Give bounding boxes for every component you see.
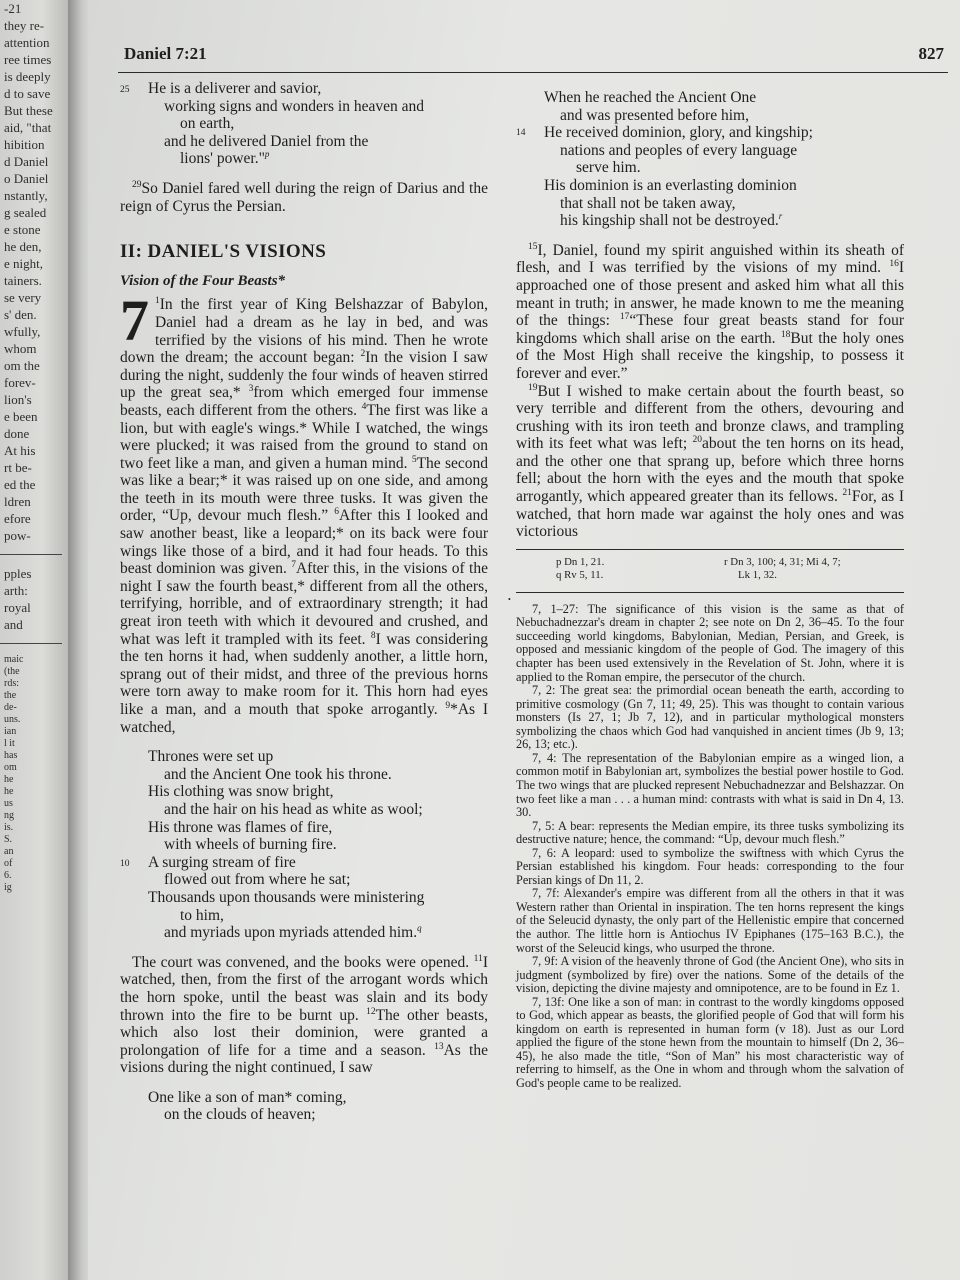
cross-reference: q Rv 5, 11. (556, 568, 604, 581)
previous-page-line: At his (4, 443, 36, 458)
previous-page-line: and (4, 617, 23, 632)
poem-line: A surging stream of fire (148, 853, 296, 871)
previous-page-edge (0, 0, 70, 1280)
previous-page-note-line: of (4, 858, 13, 869)
poem-line: his kingship shall not be destroyed.$^r$ (560, 211, 783, 230)
chapter-number: 7 (120, 288, 149, 354)
previous-page-note-line: ig (4, 882, 12, 893)
previous-page-line: done (4, 426, 30, 441)
previous-page-note-line: an (4, 846, 14, 857)
previous-page-line: d Daniel (4, 154, 49, 169)
cross-references (516, 556, 904, 586)
footnote: 7, 2: The great sea: the primordial ocean beneath the earth, according to primitive cosmology (Gn 7, 11; 49, 25). This was thought to contain various monsters (Is 27, 1; Jb 7, 12), and in particular mythological monsters symbolizing the chaos which God had vanquished in ancient times (Jb 9, 13; 26, 13; etc.). (516, 683, 904, 752)
previous-page-line: e stone (4, 222, 41, 237)
right-column (508, 80, 904, 1091)
poem-line: serve him. (576, 159, 641, 177)
cross-reference: Lk 1, 32. (738, 568, 777, 581)
poem-line: to him, (180, 906, 224, 924)
footnote: 7, 4: The representation of the Babylonian empire as a winged lion, a common motif in Babylonian art, symbolizes the bestial power hostile to God. The two wings that are plucked represent Nebuchadnezzar and Belshazzar. On two feet like a man . . . a human mind: contrasts with what is said in Dn 4, 13. 30. (516, 750, 904, 820)
poem-verse-25 (120, 80, 488, 168)
previous-page-note-line: de- (4, 702, 17, 713)
footnote-mark: p (264, 149, 270, 160)
footnote-mark: r (778, 211, 783, 221)
footnote: 7, 6: A leopard: used to symbolize the swiftness with which Cyrus the Persian established his kingdom. Four heads: corresponding to the four Persian kings of Dn 11, 2. (516, 845, 904, 887)
poem-line: His throne was flames of fire, (148, 818, 333, 836)
footnote-rule (508, 592, 904, 604)
poem-line: and the hair on his head as white as wool; (164, 800, 423, 818)
previous-page-note-line: is. (4, 822, 14, 833)
previous-page-line: om the (4, 358, 40, 373)
previous-page-note-line: l it (4, 738, 15, 749)
previous-page-note-line: om (4, 762, 17, 773)
previous-page-note-line: uns. (4, 714, 21, 725)
previous-page-middle-lines (0, 565, 70, 633)
cross-reference-left (556, 556, 604, 582)
previous-page-line: But these (4, 103, 53, 118)
footnote: 7, 9f: A vision of the heavenly throne of God (the Ancient One), who sits in judgment (symbolized by fire) over the nations. Some of the details of the vision, depicting the divine majesty and omnipotence, are to be found in Ez 1. (516, 954, 904, 996)
poem-verse-13 (120, 1089, 488, 1124)
previous-page-line: pples (4, 566, 32, 581)
poem-line: and myriads upon myriads attended him.$^q$ (164, 922, 422, 942)
previous-page-line: he den, (4, 239, 42, 254)
previous-page-note-lines (0, 654, 70, 894)
previous-page-line: e night, (4, 256, 43, 271)
footnote-bullet: • (508, 594, 511, 604)
previous-page-note-line: ng (4, 810, 14, 821)
previous-page-line: hibition (4, 137, 45, 152)
previous-page-top-lines (0, 0, 70, 544)
footnote: 7, 7f: Alexander's empire was different from all the others in that it was Western rather than Oriental in inspiration. The ten horns represent the kings of the Seleucid dynasty, the only part of the Hellenistic empire that concerned the author. The little horn is Antiochus IV Epiphanes (175–163 B.C.), the worst of the Seleucid kings, who usurped the throne. (516, 886, 904, 955)
verse-label: 10 (120, 859, 130, 870)
page-number: 827 (918, 44, 944, 63)
previous-page-rule (0, 643, 62, 644)
previous-page-line: d to save (4, 86, 51, 101)
verse-label: 14 (516, 128, 526, 138)
previous-page-note-line: us (4, 798, 13, 809)
previous-page-note-line: has (4, 750, 18, 761)
cross-reference: p Dn 1, 21. (556, 555, 605, 568)
footnote: 7, 13f: One like a son of man: in contrast to the wordly kingdoms opposed to God, which appear as beasts, the glorified people of God that will form his kingdom on earth is represented in human form (v 18). Just as our Lord applied the figure of the stone hewn from the mountain to himself (Dn 2, 36–45), he also made the title, “Son of Man” his most characteristic way of referring to himself, as the One in whom and through whom the salvation of God's people came to be realized. (516, 994, 904, 1090)
previous-page-line: g sealed (4, 205, 47, 220)
previous-page-line: aid, "that (4, 120, 52, 135)
poem-line: His clothing was snow bright, (148, 783, 334, 801)
previous-page-note-line: the (4, 690, 17, 701)
previous-page-line: nstantly, (4, 188, 48, 203)
poem-line: His dominion is an everlasting dominion (544, 176, 797, 194)
previous-page-line: wfully, (4, 324, 41, 339)
poem-line: nations and peoples of every language (560, 141, 798, 159)
previous-page-line: ree times (4, 52, 52, 67)
footnote-mark: q (417, 922, 422, 933)
previous-page-line: ed the (4, 477, 36, 492)
previous-page-line: tainers. (4, 273, 42, 288)
poem-line: Thousands upon thousands were ministering (148, 888, 425, 906)
previous-page-line: they re- (4, 18, 45, 33)
poem-verse-9 (120, 748, 488, 942)
footnotes (516, 603, 904, 1091)
poem-line: lions' power."$^p$ (180, 149, 270, 168)
previous-page-line: pow- (4, 528, 31, 543)
poem-line: flowed out from where he sat; (164, 871, 351, 889)
poem-line: on earth, (180, 115, 235, 133)
previous-page-note-line: maic (4, 654, 24, 665)
previous-page-line: forev- (4, 375, 36, 390)
poem-line: He received dominion, glory, and kingship; (544, 124, 813, 142)
poem-line: When he reached the Ancient One (544, 89, 757, 106)
footnote: 7, 1–27: The significance of this vision is the same as that of Nebuchadnezzar's dream in chapter 2; see note on Dn 2, 36–45. To the four succeeding world kingdoms, Babylonian, Median, Persian, and Greek, is opposed and messianic kingdom of the people of God. The imagery of this chapter has been used extensively in the Revelation of St. John, where it is applied to the Roman empire, the persecutor of the church. (516, 601, 904, 684)
previous-page-line: rt be- (4, 460, 32, 475)
previous-page-line: whom (4, 341, 37, 356)
poem-line: with wheels of burning fire. (164, 836, 337, 854)
poem-line: working signs and wonders in heaven and (164, 97, 425, 115)
footnote: 7, 5: A bear: represents the Median empire, its three tusks symbolizing its destructive nature; hence, the command: “Up, devour much flesh.” (516, 818, 904, 847)
previous-page-note-line: ian (4, 726, 17, 737)
header-rule (118, 72, 948, 73)
previous-page-line: s' den. (4, 307, 37, 322)
previous-page-line: attention (4, 35, 50, 50)
poem-line: on the clouds of heaven; (164, 1106, 316, 1124)
poem-line: One like a son of man* coming, (148, 1088, 347, 1106)
previous-page-line: is deeply (4, 69, 51, 84)
previous-page-line: -21 (4, 1, 22, 16)
verse-29-paragraph: $^{29}$So Daniel fared well during the reign of Darius and the reign of Cyrus the Persian. (120, 179, 488, 215)
previous-page-note-line: he (4, 774, 14, 785)
left-column (120, 80, 488, 1124)
previous-page-line: lion's (4, 392, 32, 407)
section-subtitle: Vision of the Four Beasts* (120, 272, 286, 289)
cross-reference: r Dn 3, 100; 4, 31; Mi 4, 7; (724, 555, 841, 568)
poem-line: and was presented before him, (560, 106, 749, 124)
verse-number: 29 (132, 179, 142, 190)
previous-page-note-line: 6. (4, 870, 12, 881)
verse-label: 25 (120, 85, 130, 95)
poem-line: and he delivered Daniel from the (164, 132, 369, 150)
poem-line: and the Ancient One took his throne. (164, 765, 392, 783)
previous-page-line: se very (4, 290, 42, 305)
running-head-reference: Daniel 7:21 (124, 44, 207, 63)
running-head (124, 44, 944, 68)
chapter-7-paragraph: 7 $^1$In the first year of King Belshazzar of Babylon, Daniel had a dream as he lay in bed, and was terrified by the visions of his mind. Then he wrote down the dream; the account began: $^2$In the vision I saw during the night, suddenly the four winds of heaven stirred up the great sea,* $^3$from which emerged four immense beasts, each different from the others. $^4$The first was like a lion, but with eagle's wings.* While I watched, the wings were plucked; it was raised from the ground to stand on two feet like a man, and given a human mind. $^5$The second was like a bear;* it was raised up on one side, and among the teeth in its mouth were three tusks. It was given the order, “Up, devour much flesh.” $^6$After this I looked and saw another beast, like a leopard;* on its back were four wings like those of a bird, and it had four heads. To this beast dominion was given. $^7$After this, in the visions of the night I saw the fourth beast,* different from all the others, terrifying, horrible, and of extraordinary strength; it had great iron teeth with which it devoured and crushed, and what was left it trampled with its feet. $^8$I was considering the ten horns it had, when suddenly another, a little horn, sprang out of their midst, and three of the previous horns were torn away to make room for it. This horn had eyes like a man, and a mouth that spoke arrogantly. $^9$*As I watched, (120, 288, 489, 736)
previous-page-line: o Daniel (4, 171, 49, 186)
previous-page-note-line: rds: (4, 678, 19, 689)
previous-page-rule (0, 554, 62, 555)
previous-page-line: ldren (4, 494, 31, 509)
previous-page-note-line: S. (4, 834, 13, 845)
previous-page-line: e been (4, 409, 38, 424)
book-page (88, 0, 960, 1280)
poem-line: that shall not be taken away, (560, 194, 736, 212)
verse-19-paragraph: $^{19}$But I wished to make certain about the fourth beast, so very terrible and different from the others, devouring and crushing with its iron teeth and bronze claws, and trampling with its feet what was left; $^{20}$about the ten horns on its head, and the other one that sprang up, before which three horns fell; about the horn with the eyes and the mouth that spoke arrogantly, which appeared greater than its fellows. $^{21}$For, as I watched, that horn made war against the holy ones and was victorious (516, 382, 904, 541)
cross-reference-rule (516, 549, 904, 550)
previous-page-note-line: he (4, 786, 14, 797)
verse-15-paragraph: $^{15}$I, Daniel, found my spirit anguished within its sheath of flesh, and I was terrified by the visions of my mind. $^{16}$I approached one of those present and asked him what all this meant in truth; in answer, he made known to me the meaning of the things: $^{17}$“These four great beasts stand for four kingdoms which shall arise on the earth. $^{18}$But the holy ones of the Most High shall receive the kingship, to possess it forever and ever.” (516, 241, 904, 382)
cross-reference-right (724, 556, 841, 582)
verse-10-paragraph: The court was convened, and the books were opened. $^{11}$I watched, then, from the first of the arrogant words which the horn spoke, until the beast was slain and its body thrown into the fire to be burnt up. $^{12}$The other beasts, which also lost their dominion, were granted a prolongation of life for a time and a season. $^{13}$As the visions during the night continued, I saw (120, 953, 489, 1077)
previous-page-line: efore (4, 511, 31, 526)
previous-page-line: arth: (4, 583, 28, 598)
previous-page-note-line: (the (4, 666, 20, 677)
previous-page-line: royal (4, 600, 31, 615)
poem-line: Thrones were set up (148, 748, 274, 766)
section-title: II: DANIEL'S VISIONS (120, 241, 327, 263)
poem-line: He is a deliverer and savior, (148, 80, 322, 97)
poem-verse-13-continued (516, 80, 904, 230)
